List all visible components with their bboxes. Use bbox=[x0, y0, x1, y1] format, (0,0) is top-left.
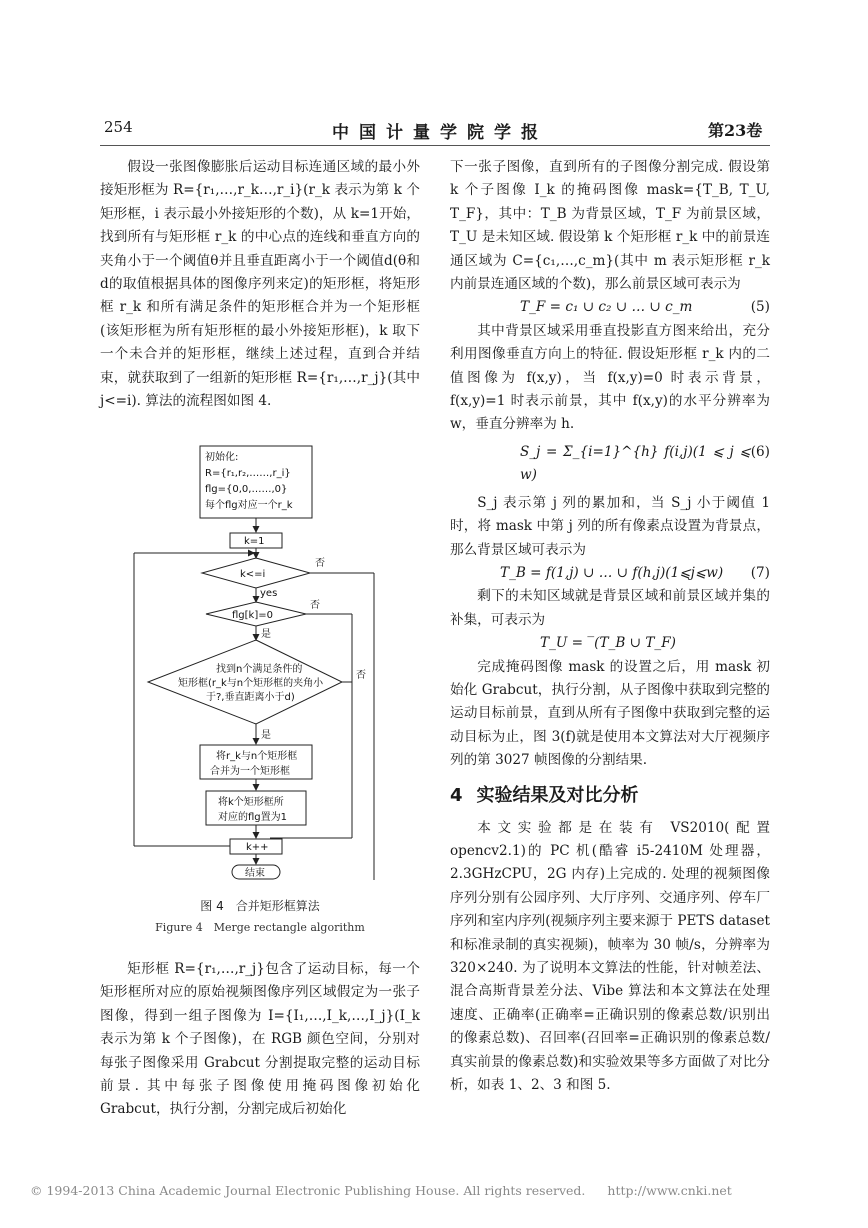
figure-caption-cn: 图 4 合并矩形框算法 bbox=[200, 899, 320, 913]
cond3-text-3: 于?,垂直距离小于d) bbox=[206, 692, 295, 703]
page-number: 254 bbox=[104, 118, 133, 136]
left-column-top bbox=[100, 156, 420, 413]
end-text: 结束 bbox=[245, 868, 265, 879]
cond2-no-label: 否 bbox=[310, 600, 320, 611]
equation-body: S_j = Σ_{i=1}^{h} f(i,j)(1 ⩽ j ⩽ w) bbox=[520, 443, 751, 484]
paragraph: 假设一张图像膨胀后运动目标连通区域的最小外接矩形框为 R={r₁,…,r_k…,r_i}(r_k 表示为第 k 个矩形框，i 表示最小外接矩形的个数)，从 k=1开始，找到所有与矩形框 r_k 的中心点的连线和垂直方向的夹角小于一个阈值θ并且垂直距离小于一个阈值d(θ和d的取值根据具体的图像序列来定)的矩形框，将矩形框 r_k 和所有满足条件的矩形框合并为一个矩形框(该矩形框为所有矩形框的最小外接矩形框)，k 取下一个未合并的矩形框，继续上述过程，直到合并结束，就获取到了一组新的矩形框 R={r₁,…,r_j}(其中 j<=i). 算法的流程图如图 4. bbox=[100, 159, 420, 410]
equation-body: T_F = c₁ ∪ c₂ ∪ … ∪ c_m bbox=[520, 299, 693, 316]
flowchart-svg bbox=[120, 440, 410, 880]
cond1-text: k<=i bbox=[240, 569, 266, 580]
left-column-bottom bbox=[100, 958, 420, 1122]
paragraph: 完成掩码图像 mask 的设置之后，用 mask 初始化 Grabcut，执行分割，从子图像中获取到完整的运动目标前景，直到从所有子图像中获取到完整的运动目标为止，图 3(f)就是使用本文算法对大厅视频序列的第 3027 帧图像的分割结果. bbox=[450, 658, 770, 769]
equation-number: (7) bbox=[750, 564, 770, 581]
copyright-footer bbox=[30, 1183, 850, 1198]
flag-text-1: 将k个矩形框所 bbox=[218, 797, 284, 808]
cond1-yes-label: yes bbox=[260, 588, 278, 599]
equation-body: T_U = ‾(T_B ∪ T_F) bbox=[540, 635, 676, 652]
cond3-text-1: 找到n个满足条件的 bbox=[216, 664, 303, 675]
cond2-text: flg[k]=0 bbox=[232, 610, 273, 621]
paragraph: 其中背景区域采用垂直投影直方图来给出，充分利用图像垂直方向上的特征. 假设矩形框 r_k 内的二值图像为 f(x,y)，当 f(x,y)=0 时表示背景，f(x,y)=1 时表示前景，其中 f(x,y)的水平分辨率为 w，垂直分辨率为 h. bbox=[450, 322, 770, 433]
init-text-3: flg={0,0,……,0} bbox=[205, 484, 288, 495]
cond2-yes-label: 是 bbox=[261, 629, 271, 640]
k-init-text: k=1 bbox=[244, 536, 265, 547]
section-number: 4 bbox=[450, 784, 463, 806]
cond3-no-label: 否 bbox=[356, 670, 366, 681]
init-text-1: 初始化: bbox=[205, 452, 239, 463]
equation-number: (6) bbox=[750, 443, 770, 460]
cond3-text-2: 矩形框(r_k与n个矩形框的夹角小 bbox=[178, 678, 324, 689]
section-title: 实验结果及对比分析 bbox=[476, 784, 639, 806]
merge-text-2: 合并为一个矩形框 bbox=[210, 766, 290, 777]
equation-8 bbox=[450, 632, 770, 655]
section-heading bbox=[450, 781, 770, 811]
right-column bbox=[450, 156, 770, 1097]
flag-text-2: 对应的flg置为1 bbox=[218, 812, 288, 823]
equation-5 bbox=[450, 296, 770, 319]
figure-caption-en: Figure 4 Merge rectangle algorithm bbox=[155, 921, 365, 934]
volume-label: 第23卷 bbox=[708, 121, 763, 140]
paragraph: S_j 表示第 j 列的累加和，当 S_j 小于阈值 1 时，将 mask 中第 j 列的所有像素点设置为背景点，那么背景区域可表示为 bbox=[450, 494, 770, 558]
equation-6 bbox=[450, 441, 770, 488]
flowchart-figure bbox=[120, 440, 410, 880]
cond3-yes-label: 是 bbox=[261, 730, 271, 741]
cond1-no-label: 否 bbox=[315, 558, 325, 569]
paragraph: 剩下的未知区域就是背景区域和前景区域并集的补集，可表示为 bbox=[450, 588, 770, 628]
paragraph: 下一张子图像，直到所有的子图像分割完成. 假设第 k 个子图像 I_k 的掩码图像 mask={T_B, T_U, T_F}，其中：T_B 为背景区域，T_F 为前景区域，T_U 是未知区域. 假设第 k 个矩形框 r_k 中的前景连通区域为 C={c₁,…,c_m}(其中 m 表示矩形框 r_k 内前景连通区域的个数)，那么前景区域可表示为 bbox=[450, 159, 770, 293]
paragraph: 本文实验都是在装有 VS2010(配置 opencv2.1)的 PC 机(酷睿 i5-2410M 处理器，2.3GHzCPU，2G 内存)上完成的. 处理的视频图像序列分别有公园序列、大厅序列、交通序列、停车厂序列和室内序列(视频序列主要来源于 PETS dataset 和标准录制的真实视频)，帧率为 30 帧/s，分辨率为 320×240. 为了说明本文算法的性能，针对帧差法、混合高斯背景差分法、Vibe 算法和本文算法在处理速度、正确率(正确率=正确识别的像素总数/识别出的像素总数)、召回率(召回率=正确识别的像素总数/真实前景的像素总数)和实验效果等多方面做了对比分析，如表 1、2、3 和图 5. bbox=[450, 819, 770, 1094]
equation-number: (5) bbox=[750, 299, 770, 316]
copyright-text: © 1994-2013 China Academic Journal Electronic Publishing House. All rights reserved. bbox=[30, 1183, 586, 1198]
equation-body: T_B = f(1,j) ∪ … ∪ f(h,j)(1⩽j⩽w) bbox=[500, 564, 724, 581]
footer-url: http://www.cnki.net bbox=[607, 1183, 732, 1198]
k-inc-text: k++ bbox=[246, 842, 269, 853]
merge-text-1: 将r_k与n个矩形框 bbox=[216, 751, 298, 762]
init-text-2: R={r₁,r₂,……,r_i} bbox=[205, 468, 291, 479]
journal-title: 中国计量学院学报 bbox=[332, 123, 548, 143]
equation-7 bbox=[450, 562, 770, 585]
init-text-4: 每个flg对应一个r_k bbox=[205, 500, 293, 511]
header-rule bbox=[100, 145, 770, 146]
paragraph: 矩形框 R={r₁,…,r_j}包含了运动目标，每一个矩形框所对应的原始视频图像序列区域假定为一张子图像，得到一组子图像为 I={I₁,…,I_k,…,I_j}(I_k 表示为第 k 个子图像)，在 RGB 颜色空间，分别对每张子图像采用 Grabcut 分割提取完整的运动目标前景. 其中每张子图像使用掩码图像初始化 Grabcut，执行分割，分割完成后初始化 bbox=[100, 961, 420, 1118]
